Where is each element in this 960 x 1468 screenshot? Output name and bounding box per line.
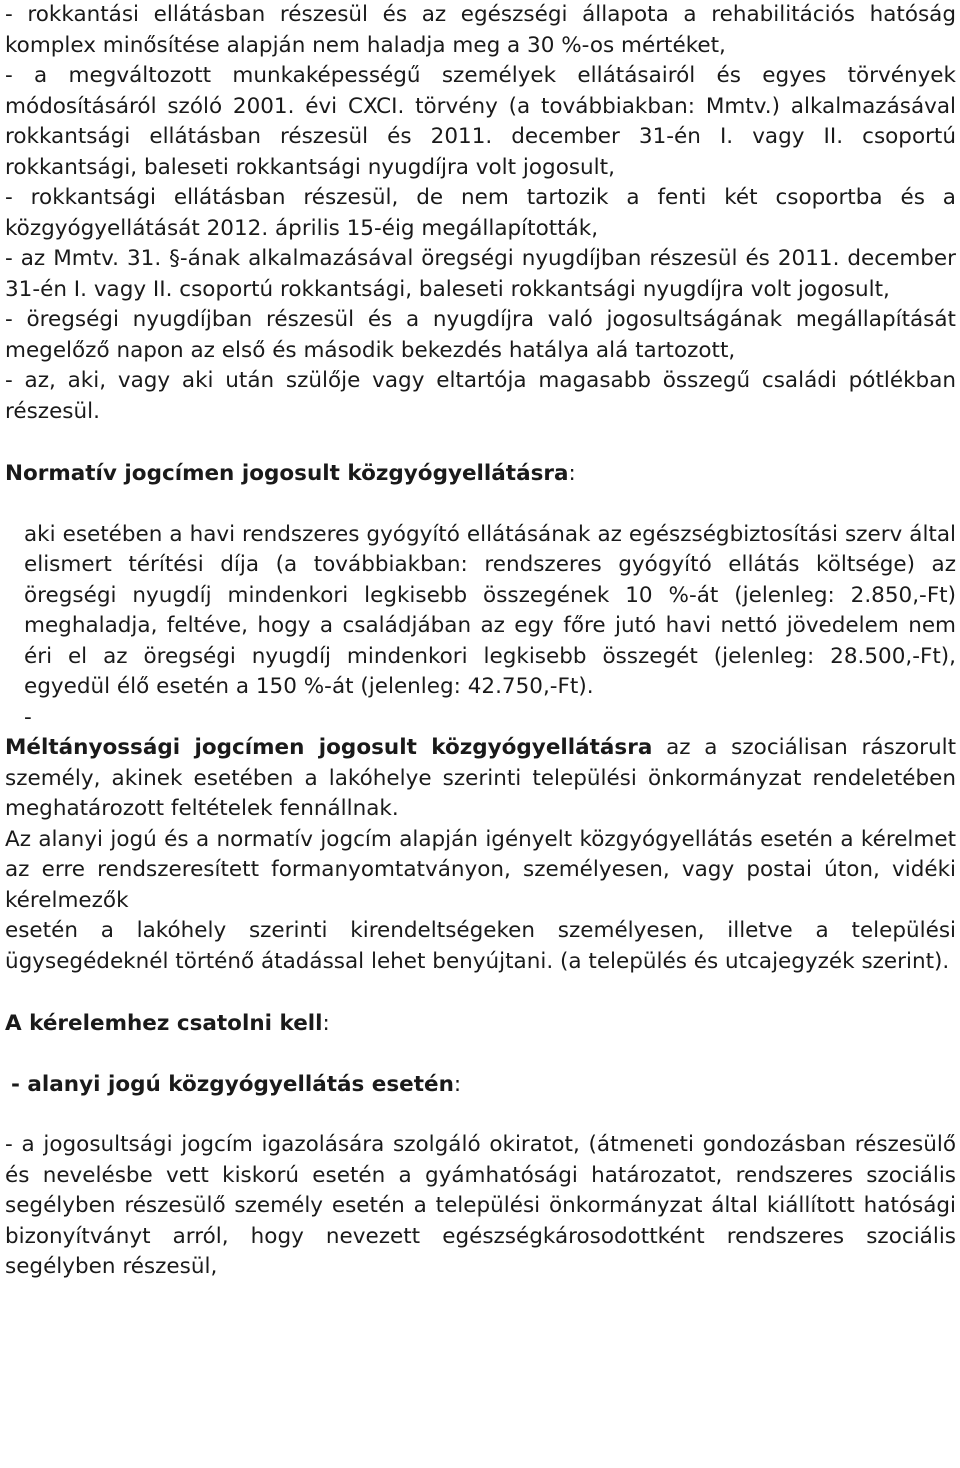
submission-paragraph-1: Az alanyi jogú és a normatív jogcím alapján igényelt közgyógyellátás esetén a kérelmet az erre rendszeresített formanyomtatványon, személyesen, vagy postai úton, vidéki kérelmezők	[5, 826, 956, 913]
submission-paragraph-2: esetén a lakóhely szerinti kirendeltségeken személyesen, illetve a települési ügysegédeknél történő átadással lehet benyújtani. (a település és utcajegyzék szerint).	[5, 918, 956, 974]
subjective-body: - a jogosultsági jogcím igazolására szolgáló okiratot, (átmeneti gondozásban részesülő és nevelésbe vett kiskorú esetén a gyámhatósági határozatot, rendszeres szociális segélyben részesülő személy esetén a települési önkormányzat által kiállított hatósági bizonyítványt arról, hogy nevezett egészségkárosodottként rendszeres szociális segélyben részesül,	[5, 1132, 956, 1279]
equity-body: az a szociálisan rászorult személy, akinek esetében a lakóhelye szerinti települési önkormányzat rendeletében meghatározott feltételek fennállnak.	[5, 735, 956, 821]
equity-paragraph	[5, 733, 956, 825]
normative-heading-suffix: :	[568, 461, 576, 486]
subjective-heading-suffix: :	[453, 1071, 462, 1097]
attach-heading: A kérelemhez csatolni kell	[5, 1011, 323, 1036]
intro-item-1: - rokkantási ellátásban részesül és az egészségi állapota a rehabilitációs hatóság komplex minősítése alapján nem haladja meg a 30 %-os mértéket,	[5, 2, 956, 58]
equity-heading: Méltányossági jogcímen jogosult közgyógyellátásra	[5, 735, 653, 760]
normative-heading: Normatív jogcímen jogosult közgyógyellátásra	[5, 461, 569, 486]
normative-body: aki esetében a havi rendszeres gyógyító ellátásának az egészségbiztosítási szerv által elismert térítési díja (a továbbiakban: rendszeres gyógyító ellátás költsége) az öregségi nyugdíj mindenkori legkisebb összegének 10 %-át (jelenleg: 2.850,-Ft) meghaladja, feltéve, hogy a családjában az egy főre jutó havi nettó jövedelem nem éri el az öregségi nyugdíj mindenkori legkisebb összegét (jelenleg: 28.500,-Ft), egyedül élő esetén a 150 %-át (jelenleg: 42.750,-Ft).	[24, 521, 956, 699]
subjective-heading: - alanyi jogú közgyógyellátás esetén	[11, 1071, 454, 1097]
intro-item-2: - a megváltozott munkaképességű személyek ellátásairól és egyes törvények módosításáról szóló 2001. évi CXCI. törvény (a továbbiakban: Mmtv.) alkalmazásával rokkantsági ellátásban részesül és 2011. december 31-én I. vagy II. csoportú rokkantsági, baleseti rokkantsági nyugdíjra volt jogosult,	[5, 63, 956, 180]
normative-dash: -	[24, 704, 32, 730]
intro-item-3: - rokkantsági ellátásban részesül, de nem tartozik a fenti két csoportba és a közgyógyellátását 2012. április 15-éig megállapították,	[5, 185, 956, 241]
subjective-heading-line	[5, 1070, 956, 1101]
intro-item-5: - öregségi nyugdíjban részesül és a nyugdíjra való jogosultságának megállapítását megelőző napon az első és második bekezdés hatálya alá tartozott,	[5, 307, 956, 363]
intro-item-6: - az, aki, vagy aki után szülője vagy eltartója magasabb összegű családi pótlékban részesül.	[5, 368, 956, 424]
normative-heading-line	[5, 459, 956, 490]
attach-heading-suffix: :	[322, 1011, 330, 1036]
attach-heading-line	[5, 1009, 956, 1040]
intro-item-4: - az Mmtv. 31. §-ának alkalmazásával öregségi nyugdíjban részesül és 2011. december 31-én I. vagy II. csoportú rokkantsági, baleseti rokkantsági nyugdíjra volt jogosult,	[5, 246, 956, 302]
